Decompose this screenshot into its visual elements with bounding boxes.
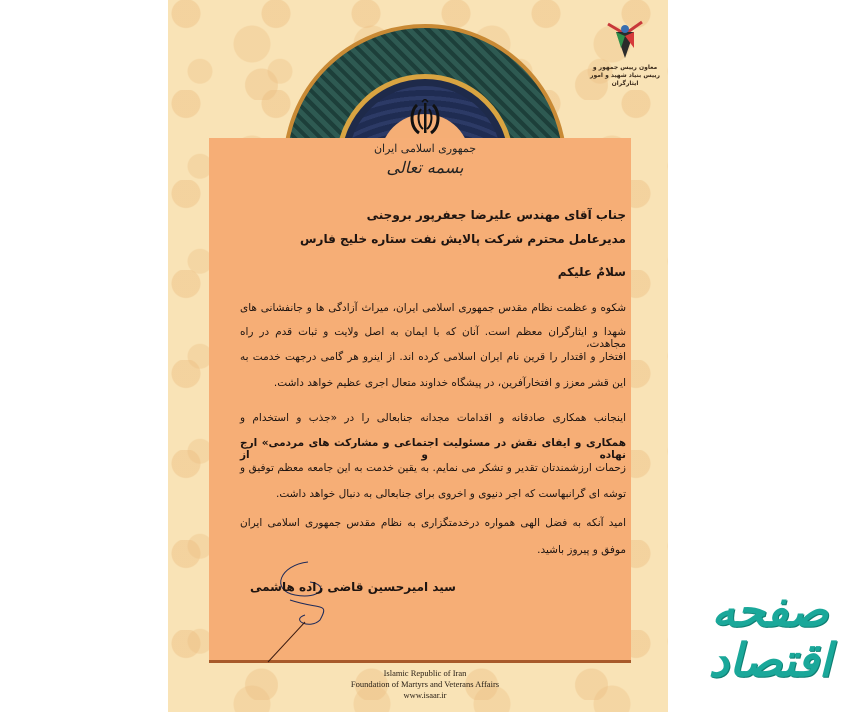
logo-caption	[590, 64, 660, 88]
iran-emblem-icon	[400, 98, 450, 140]
footer-line1: Islamic Republic of Iran	[383, 668, 467, 678]
body-line: امید آنکه به فضل الهی همواره درخدمتگزاری به نظام مقدس جمهوری اسلامی ایران	[240, 517, 626, 529]
greeting: سلامٌ علیکم	[557, 265, 626, 279]
footer-line2: Foundation of Martyrs and Veterans Affairs	[350, 679, 500, 689]
body-line: شکوه و عظمت نظام مقدس جمهوری اسلامی ایران، میراث آزادگی ها و جانفشانی های	[240, 302, 626, 314]
body-line: توشه ای گرانبهاست که اجر دنیوی و اخروی برای جنابعالی به دنبال خواهد داشت.	[276, 488, 626, 500]
body-line: زحمات ارزشمندتان تقدیر و تشکر می نمایم. به یقین خدمت به این جامعه معظم توفیق و	[240, 462, 626, 474]
watermark-logo: صفحه اقتصاد	[708, 583, 832, 687]
foundation-logo-icon	[604, 18, 646, 64]
footer-website: www.isaar.ir	[403, 690, 447, 700]
signature-icon	[250, 540, 380, 670]
logo-caption-line1: معاون رییس جمهور و	[592, 64, 658, 71]
body-line: این قشر معزز و افتخارآفرین، در پیشگاه خداوند متعال اجری عظیم خواهد داشت.	[273, 377, 626, 389]
body-line: موفق و پیروز باشید.	[537, 544, 626, 556]
body-line: همکاری و ایفای نقش در مسئولیت اجتماعی و مشارکت های مردمی» ارج نهاده و از	[240, 437, 626, 461]
addressee-name: جناب آقای مهندس علیرضا جعفرپور بروجنی	[366, 208, 626, 222]
body-line: اینجانب همکاری صادقانه و اقدامات مجدانه جنابعالی را در «جذب و استخدام و	[240, 412, 626, 424]
signatory-name: سید امیرحسین قاضی زاده هاشمی	[250, 580, 456, 594]
body-line: افتخار و اقتدار را قرین نام ایران اسلامی کرده اند. از اینرو هر گامی درجهت خدمت به	[240, 351, 626, 363]
letter-footer	[300, 668, 550, 701]
addressee-title: مدیرعامل محترم شرکت پالایش نفت ستاره خلیج فارس	[300, 232, 626, 246]
logo-caption-line2: رییس بنیاد شهید و امور ایثارگران	[590, 72, 660, 87]
bismillah-text: بسمه تعالی	[386, 158, 464, 177]
body-line: شهدا و ایثارگران معظم است. آنان که با ایمان به اصل ولایت و ثبات قدم در راه مجاهدت،	[240, 326, 626, 350]
foundation-logo	[590, 12, 660, 92]
country-name-text: جمهوری اسلامی ایران	[373, 142, 477, 155]
